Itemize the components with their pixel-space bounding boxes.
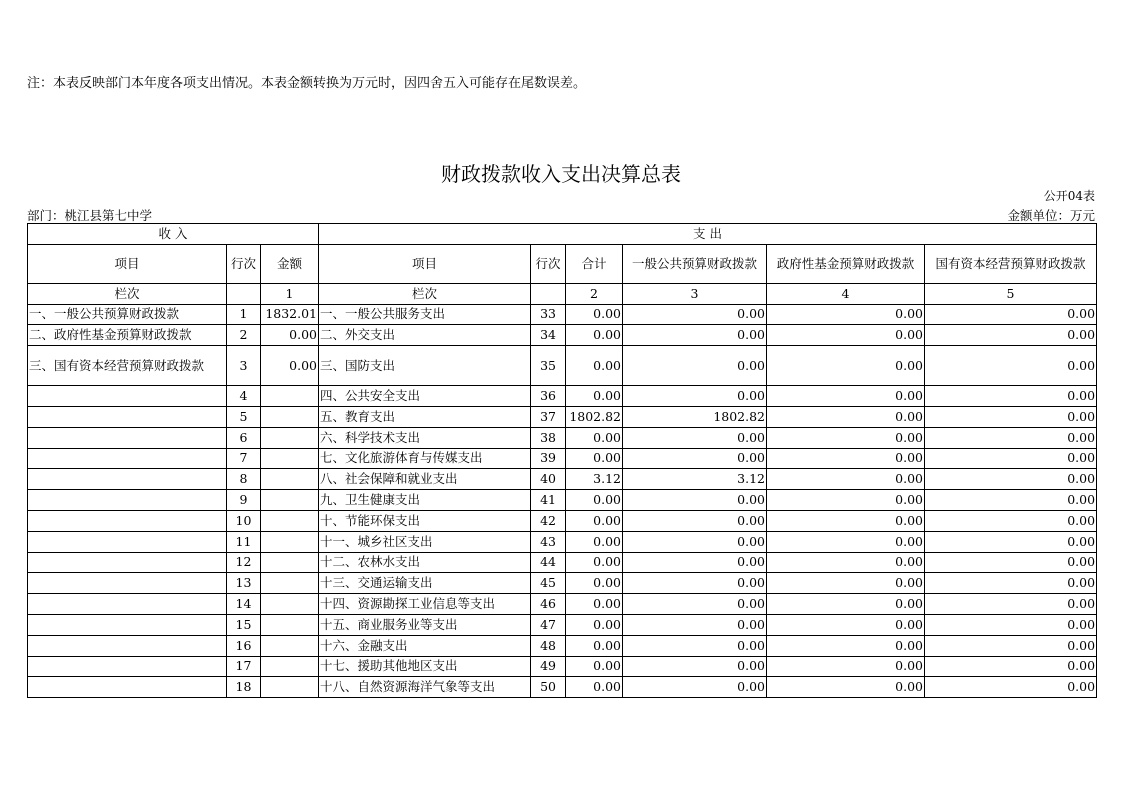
fund-cell: 0.00	[767, 677, 925, 698]
state-cell: 0.00	[925, 469, 1097, 490]
income-amount-cell	[261, 573, 319, 594]
fund-cell: 0.00	[767, 573, 925, 594]
expense-item-cell: 六、科学技术支出	[319, 427, 531, 448]
expense-row-cell: 36	[531, 386, 566, 407]
expense-item-cell: 十四、资源勘探工业信息等支出	[319, 594, 531, 615]
general-cell: 0.00	[623, 325, 767, 346]
income-amount-cell	[261, 552, 319, 573]
total-cell: 0.00	[566, 304, 623, 325]
expense-row-cell: 49	[531, 656, 566, 677]
index-blank	[227, 283, 261, 304]
total-cell: 0.00	[566, 614, 623, 635]
expense-item-cell: 十六、金融支出	[319, 635, 531, 656]
general-cell: 0.00	[623, 510, 767, 531]
state-cell: 0.00	[925, 490, 1097, 511]
fund-cell: 0.00	[767, 469, 925, 490]
general-cell: 0.00	[623, 573, 767, 594]
income-item-cell	[28, 406, 227, 427]
fund-cell: 0.00	[767, 406, 925, 427]
table-row	[28, 552, 1097, 573]
income-section-header: 收 入	[28, 224, 319, 245]
state-cell: 0.00	[925, 386, 1097, 407]
expense-row-cell: 40	[531, 469, 566, 490]
general-cell: 0.00	[623, 594, 767, 615]
table-row	[28, 386, 1097, 407]
income-item-cell	[28, 448, 227, 469]
state-cell: 0.00	[925, 573, 1097, 594]
expense-row-cell: 41	[531, 490, 566, 511]
total-cell: 0.00	[566, 346, 623, 386]
state-cell: 0.00	[925, 427, 1097, 448]
general-cell: 0.00	[623, 552, 767, 573]
fund-cell: 0.00	[767, 325, 925, 346]
income-item-cell	[28, 656, 227, 677]
income-item-cell	[28, 635, 227, 656]
income-amount-cell	[261, 635, 319, 656]
income-row-cell: 9	[227, 490, 261, 511]
section-header-row	[28, 224, 1097, 245]
table-row	[28, 346, 1097, 386]
index-amount: 1	[261, 283, 319, 304]
general-cell: 0.00	[623, 614, 767, 635]
table-row	[28, 325, 1097, 346]
expense-row-cell: 47	[531, 614, 566, 635]
state-cell: 0.00	[925, 325, 1097, 346]
expense-row-cell: 39	[531, 448, 566, 469]
expense-section-header: 支 出	[319, 224, 1097, 245]
state-cell: 0.00	[925, 677, 1097, 698]
total-cell: 0.00	[566, 448, 623, 469]
income-amount-cell	[261, 614, 319, 635]
income-item-cell	[28, 677, 227, 698]
income-amount-cell	[261, 594, 319, 615]
state-cell: 0.00	[925, 304, 1097, 325]
income-amount-cell	[261, 510, 319, 531]
total-cell: 0.00	[566, 635, 623, 656]
index-label: 栏次	[28, 283, 227, 304]
form-code: 公开04表	[1043, 189, 1095, 203]
general-cell: 3.12	[623, 469, 767, 490]
fund-cell: 0.00	[767, 552, 925, 573]
expense-item-cell: 八、社会保障和就业支出	[319, 469, 531, 490]
fund-cell: 0.00	[767, 531, 925, 552]
table-row	[28, 469, 1097, 490]
income-amount-cell	[261, 448, 319, 469]
expense-row-cell: 48	[531, 635, 566, 656]
state-cell: 0.00	[925, 614, 1097, 635]
table-row	[28, 510, 1097, 531]
total-cell: 1802.82	[566, 406, 623, 427]
general-cell: 0.00	[623, 304, 767, 325]
income-amount-cell	[261, 406, 319, 427]
income-item-header: 项目	[28, 244, 227, 283]
index-state: 5	[925, 283, 1097, 304]
expense-row-header: 行次	[531, 244, 566, 283]
expense-item-cell: 十七、援助其他地区支出	[319, 656, 531, 677]
income-row-cell: 4	[227, 386, 261, 407]
general-cell: 0.00	[623, 448, 767, 469]
fund-budget-header: 政府性基金预算财政拨款	[767, 244, 925, 283]
fund-cell: 0.00	[767, 304, 925, 325]
income-item-cell	[28, 531, 227, 552]
state-cell: 0.00	[925, 656, 1097, 677]
total-cell: 3.12	[566, 469, 623, 490]
unit-label: 金额单位：万元	[1007, 208, 1095, 223]
total-cell: 0.00	[566, 325, 623, 346]
state-cell: 0.00	[925, 346, 1097, 386]
expense-row-cell: 35	[531, 346, 566, 386]
income-amount-cell	[261, 469, 319, 490]
column-header-row	[28, 244, 1097, 283]
income-amount-cell	[261, 531, 319, 552]
budget-table	[27, 223, 1097, 698]
expense-row-cell: 50	[531, 677, 566, 698]
income-item-cell: 二、政府性基金预算财政拨款	[28, 325, 227, 346]
income-item-cell	[28, 510, 227, 531]
income-amount-cell	[261, 427, 319, 448]
department-label: 部门：桃江县第七中学	[27, 208, 153, 223]
income-amount-cell: 0.00	[261, 346, 319, 386]
income-item-cell	[28, 594, 227, 615]
income-row-cell: 1	[227, 304, 261, 325]
table-row	[28, 531, 1097, 552]
general-cell: 0.00	[623, 386, 767, 407]
expense-row-cell: 38	[531, 427, 566, 448]
index-general: 3	[623, 283, 767, 304]
total-cell: 0.00	[566, 531, 623, 552]
expense-item-cell: 三、国防支出	[319, 346, 531, 386]
expense-row-cell: 43	[531, 531, 566, 552]
table-row	[28, 656, 1097, 677]
expense-item-header: 项目	[319, 244, 531, 283]
general-cell: 1802.82	[623, 406, 767, 427]
total-cell: 0.00	[566, 594, 623, 615]
fund-cell: 0.00	[767, 346, 925, 386]
expense-row-cell: 45	[531, 573, 566, 594]
general-cell: 0.00	[623, 427, 767, 448]
income-amount-cell: 0.00	[261, 325, 319, 346]
table-row	[28, 677, 1097, 698]
general-cell: 0.00	[623, 346, 767, 386]
expense-item-cell: 十三、交通运输支出	[319, 573, 531, 594]
income-row-cell: 13	[227, 573, 261, 594]
state-cell: 0.00	[925, 594, 1097, 615]
income-row-cell: 11	[227, 531, 261, 552]
income-row-cell: 10	[227, 510, 261, 531]
table-row	[28, 406, 1097, 427]
income-row-header: 行次	[227, 244, 261, 283]
table-row	[28, 635, 1097, 656]
fund-cell: 0.00	[767, 656, 925, 677]
table-row	[28, 594, 1097, 615]
table-row	[28, 448, 1097, 469]
income-amount-cell	[261, 386, 319, 407]
table-row	[28, 573, 1097, 594]
income-row-cell: 2	[227, 325, 261, 346]
expense-row-cell: 44	[531, 552, 566, 573]
state-cell: 0.00	[925, 448, 1097, 469]
state-cell: 0.00	[925, 635, 1097, 656]
index-fund: 4	[767, 283, 925, 304]
state-cell: 0.00	[925, 531, 1097, 552]
expense-item-cell: 七、文化旅游体育与传媒支出	[319, 448, 531, 469]
income-row-cell: 15	[227, 614, 261, 635]
expense-item-cell: 十、节能环保支出	[319, 510, 531, 531]
general-cell: 0.00	[623, 656, 767, 677]
expense-item-cell: 十一、城乡社区支出	[319, 531, 531, 552]
expense-item-cell: 二、外交支出	[319, 325, 531, 346]
table-row	[28, 304, 1097, 325]
fund-cell: 0.00	[767, 635, 925, 656]
general-cell: 0.00	[623, 531, 767, 552]
index-blank	[531, 283, 566, 304]
fund-cell: 0.00	[767, 510, 925, 531]
fund-cell: 0.00	[767, 594, 925, 615]
total-cell: 0.00	[566, 573, 623, 594]
fund-cell: 0.00	[767, 490, 925, 511]
expense-row-cell: 42	[531, 510, 566, 531]
state-cell: 0.00	[925, 406, 1097, 427]
state-cell: 0.00	[925, 552, 1097, 573]
expense-item-cell: 九、卫生健康支出	[319, 490, 531, 511]
expense-row-cell: 34	[531, 325, 566, 346]
expense-row-cell: 33	[531, 304, 566, 325]
expense-item-cell: 十五、商业服务业等支出	[319, 614, 531, 635]
expense-item-cell: 十八、自然资源海洋气象等支出	[319, 677, 531, 698]
income-amount-header: 金额	[261, 244, 319, 283]
income-row-cell: 18	[227, 677, 261, 698]
page-title: 财政拨款收入支出决算总表	[441, 162, 681, 186]
income-row-cell: 7	[227, 448, 261, 469]
total-cell: 0.00	[566, 552, 623, 573]
index-total: 2	[566, 283, 623, 304]
income-row-cell: 14	[227, 594, 261, 615]
expense-item-cell: 四、公共安全支出	[319, 386, 531, 407]
income-amount-cell	[261, 490, 319, 511]
income-row-cell: 17	[227, 656, 261, 677]
income-row-cell: 16	[227, 635, 261, 656]
income-amount-cell	[261, 677, 319, 698]
expense-item-cell: 十二、农林水支出	[319, 552, 531, 573]
income-row-cell: 3	[227, 346, 261, 386]
general-cell: 0.00	[623, 677, 767, 698]
total-cell: 0.00	[566, 656, 623, 677]
general-budget-header: 一般公共预算财政拨款	[623, 244, 767, 283]
general-cell: 0.00	[623, 490, 767, 511]
income-item-cell	[28, 490, 227, 511]
total-cell: 0.00	[566, 427, 623, 448]
index-label: 栏次	[319, 283, 531, 304]
fund-cell: 0.00	[767, 448, 925, 469]
total-cell: 0.00	[566, 386, 623, 407]
income-row-cell: 6	[227, 427, 261, 448]
income-item-cell	[28, 614, 227, 635]
expense-item-cell: 五、教育支出	[319, 406, 531, 427]
table-row	[28, 490, 1097, 511]
income-row-cell: 8	[227, 469, 261, 490]
fund-cell: 0.00	[767, 614, 925, 635]
state-capital-header: 国有资本经营预算财政拨款	[925, 244, 1097, 283]
total-cell: 0.00	[566, 510, 623, 531]
state-cell: 0.00	[925, 510, 1097, 531]
income-item-cell	[28, 386, 227, 407]
income-item-cell	[28, 427, 227, 448]
income-item-cell: 三、国有资本经营预算财政拨款	[28, 346, 227, 386]
table-row	[28, 427, 1097, 448]
income-item-cell	[28, 469, 227, 490]
total-cell: 0.00	[566, 490, 623, 511]
income-amount-cell: 1832.01	[261, 304, 319, 325]
expense-item-cell: 一、一般公共服务支出	[319, 304, 531, 325]
income-item-cell	[28, 573, 227, 594]
income-row-cell: 12	[227, 552, 261, 573]
table-row	[28, 614, 1097, 635]
income-item-cell: 一、一般公共预算财政拨款	[28, 304, 227, 325]
expense-row-cell: 46	[531, 594, 566, 615]
income-item-cell	[28, 552, 227, 573]
index-row	[28, 283, 1097, 304]
fund-cell: 0.00	[767, 386, 925, 407]
footnote: 注：本表反映部门本年度各项支出情况。本表金额转换为万元时，因四舍五入可能存在尾数误差。	[27, 76, 587, 91]
general-cell: 0.00	[623, 635, 767, 656]
income-row-cell: 5	[227, 406, 261, 427]
total-cell: 0.00	[566, 677, 623, 698]
income-amount-cell	[261, 656, 319, 677]
fund-cell: 0.00	[767, 427, 925, 448]
expense-row-cell: 37	[531, 406, 566, 427]
total-header: 合计	[566, 244, 623, 283]
